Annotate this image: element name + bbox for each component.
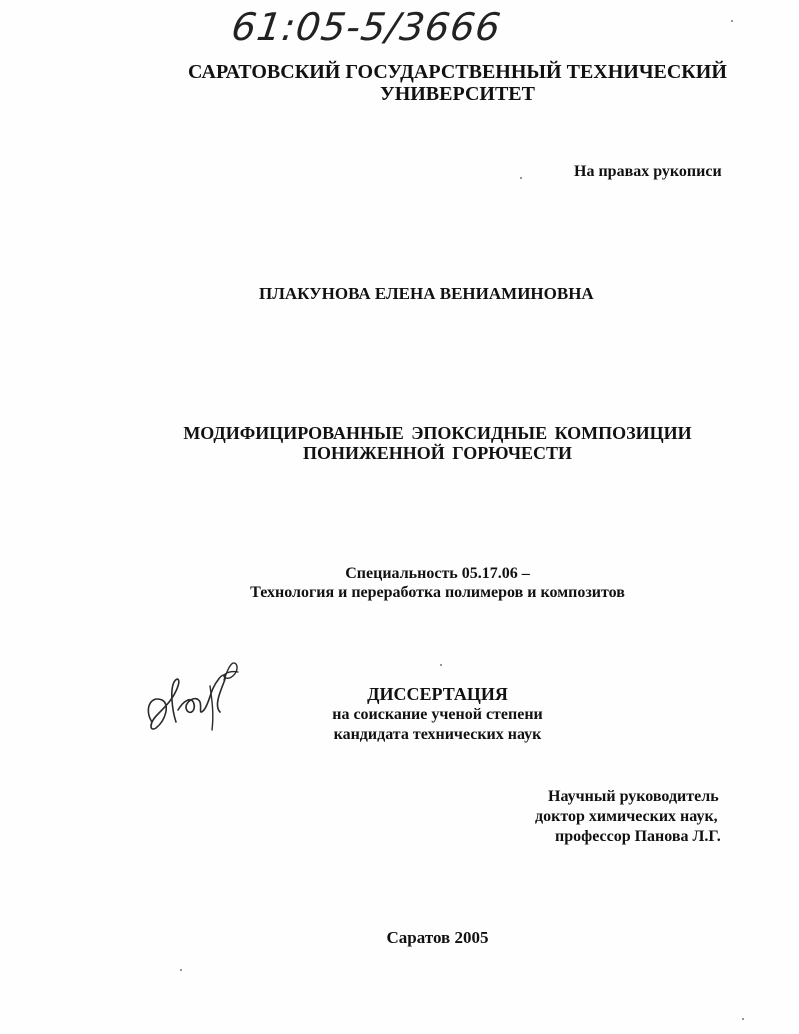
scan-speck [180, 969, 182, 971]
city-year: Саратов 2005 [386, 928, 489, 947]
scan-speck [731, 20, 733, 22]
dissertation-heading: ДИССЕРТАЦИЯ [367, 684, 508, 704]
dissertation-line-2: кандидата технических наук [333, 726, 542, 743]
rights-note: На правах рукописи [574, 163, 722, 180]
specialty-line-1: Специальность 05.17.06 – [345, 565, 530, 582]
title-line-2: ПОНИЖЕННОЙ ГОРЮЧЕСТИ [302, 443, 573, 463]
supervisor-line-1: Научный руководитель [548, 788, 719, 805]
specialty-line-2: Технология и переработка полимеров и композитов [250, 584, 625, 601]
signature [140, 650, 250, 745]
author-name: ПЛАКУНОВА ЕЛЕНА ВЕНИАМИНОВНА [259, 284, 594, 303]
dissertation-line-1: на соискание ученой степени [332, 706, 543, 723]
institution-line-1: САРАТОВСКИЙ ГОСУДАРСТВЕННЫЙ ТЕХНИЧЕСКИЙ [188, 61, 727, 83]
scan-speck [440, 664, 442, 666]
scan-speck [520, 177, 522, 179]
supervisor-line-2: доктор химических наук, [535, 808, 718, 825]
handwritten-archive-number: 61:05-5/3666 [228, 5, 505, 49]
supervisor-line-3: профессор Панова Л.Г. [555, 828, 721, 845]
scan-speck [742, 1018, 744, 1020]
institution-line-2: УНИВЕРСИТЕТ [380, 83, 535, 105]
title-line-1: МОДИФИЦИРОВАННЫЕ ЭПОКСИДНЫЕ КОМПОЗИЦИИ [183, 423, 692, 443]
